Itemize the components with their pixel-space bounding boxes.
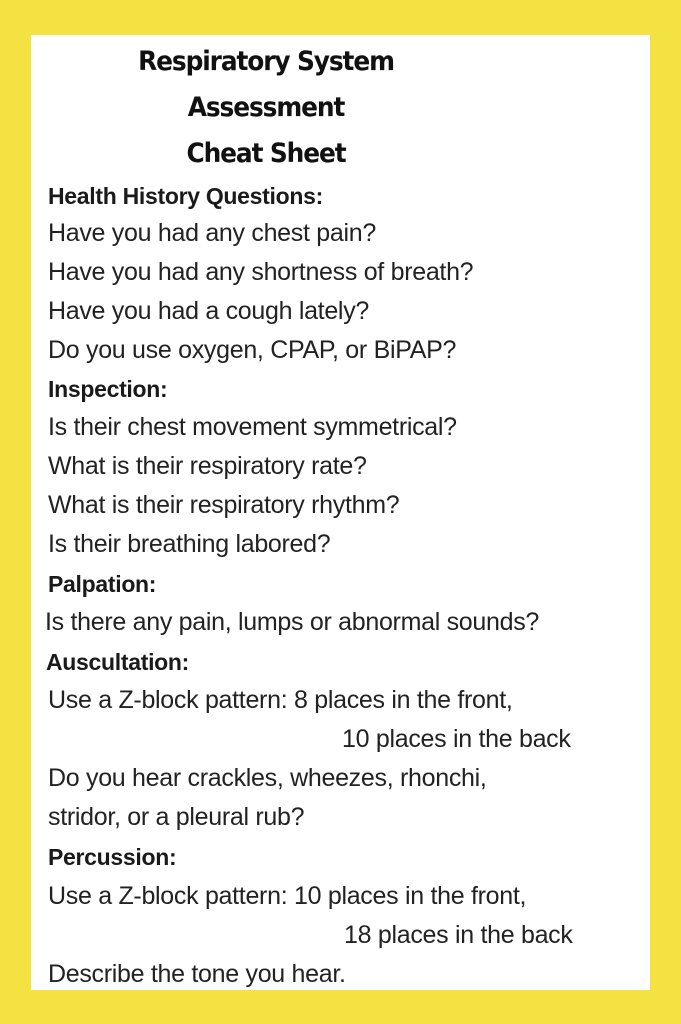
inspection-item: What is their respiratory rate?	[48, 452, 367, 480]
title-line-1: Respiratory System	[138, 46, 394, 77]
inspection-item: Is their breathing labored?	[48, 530, 331, 558]
title-line-2: Assessment	[187, 92, 345, 123]
title-line-3: Cheat Sheet	[186, 138, 346, 169]
health-history-item: Have you had any chest pain?	[48, 219, 376, 247]
section-heading-inspection: Inspection:	[48, 376, 168, 402]
section-heading-percussion: Percussion:	[48, 844, 177, 870]
auscultation-item: Do you hear crackles, wheezes, rhonchi,	[48, 764, 487, 792]
health-history-item: Have you had any shortness of breath?	[48, 258, 474, 286]
percussion-item: 18 places in the back	[344, 921, 573, 949]
inspection-item: What is their respiratory rhythm?	[48, 491, 400, 519]
auscultation-item: stridor, or a pleural rub?	[48, 803, 305, 831]
inspection-item: Is their chest movement symmetrical?	[48, 413, 457, 441]
auscultation-item: 10 places in the back	[342, 725, 571, 753]
percussion-item: Use a Z-block pattern: 10 places in the front,	[48, 882, 527, 910]
section-heading-auscultation: Auscultation:	[46, 649, 190, 675]
palpation-item: Is there any pain, lumps or abnormal sounds?	[45, 608, 540, 636]
cheat-sheet-panel	[31, 35, 650, 990]
auscultation-item: Use a Z-block pattern: 8 places in the front,	[48, 686, 513, 714]
health-history-item: Have you had a cough lately?	[48, 297, 369, 325]
percussion-item: Describe the tone you hear.	[48, 960, 346, 988]
health-history-item: Do you use oxygen, CPAP, or BiPAP?	[48, 336, 457, 364]
section-heading-palpation: Palpation:	[48, 571, 157, 597]
section-heading-health-history: Health History Questions:	[48, 183, 323, 209]
